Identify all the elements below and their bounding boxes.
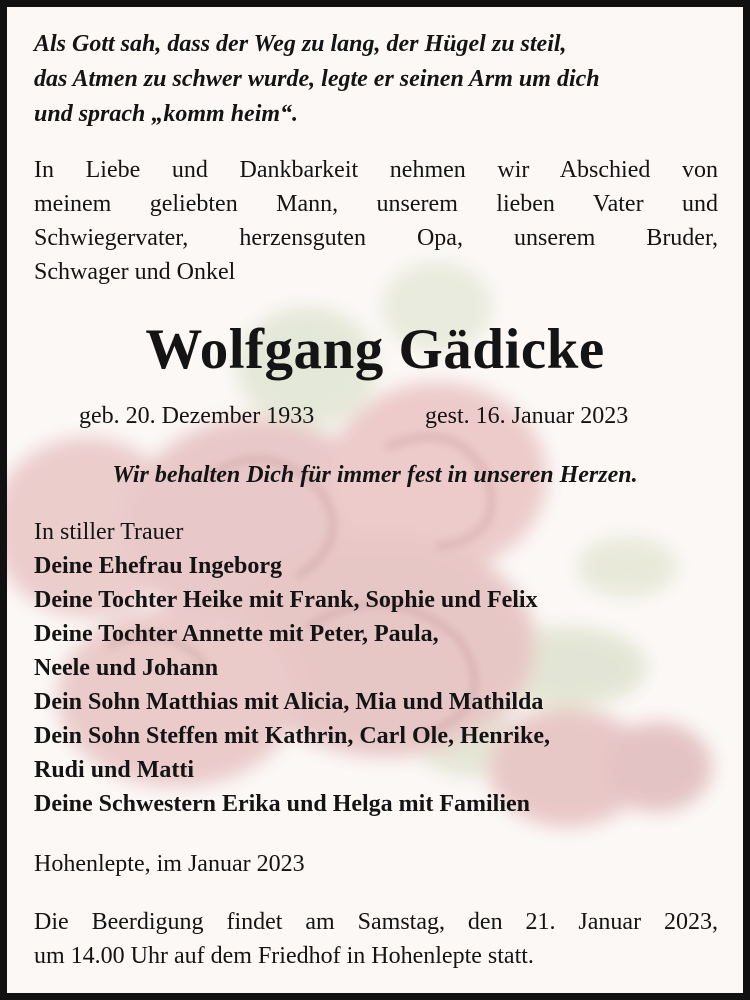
mourner-line: Dein Sohn Matthias mit Alicia, Mia und Mathilda bbox=[34, 689, 544, 715]
life-dates bbox=[7, 399, 743, 433]
funeral-details bbox=[34, 905, 718, 973]
death-date: gest. 16. Januar 2023 bbox=[425, 403, 629, 429]
deceased-name: Wolfgang Gädicke bbox=[145, 318, 605, 381]
funeral-line: Die Beerdigung findet am Samstag, den 21. Januar 2023, bbox=[34, 909, 718, 935]
memorial-verse-line: Als Gott sah, dass der Weg zu lang, der Hügel zu steil, bbox=[34, 31, 567, 57]
mourner-line: Deine Tochter Annette mit Peter, Paula, bbox=[34, 621, 439, 647]
mourner-line: Deine Schwestern Erika und Helga mit Familien bbox=[34, 791, 530, 817]
farewell-intro bbox=[34, 153, 718, 289]
memorial-verse-line: und sprach „komm heim“. bbox=[34, 101, 299, 127]
funeral-line: um 14.00 Uhr auf dem Friedhof in Hohenlepte statt. bbox=[34, 943, 534, 969]
mourner-line: Rudi und Matti bbox=[34, 757, 195, 783]
birth-date: geb. 20. Dezember 1933 bbox=[79, 403, 315, 429]
mourners-heading: In stiller Trauer bbox=[34, 519, 184, 545]
place-and-date: Hohenlepte, im Januar 2023 bbox=[34, 851, 305, 877]
intro-line: In Liebe und Dankbarkeit nehmen wir Abschied von bbox=[34, 157, 718, 183]
mourner-line: Dein Sohn Steffen mit Kathrin, Carl Ole, Henrike, bbox=[34, 723, 550, 749]
intro-line: meinem geliebten Mann, unserem lieben Vater und bbox=[34, 191, 718, 217]
mourner-line: Neele und Johann bbox=[34, 655, 219, 681]
memorial-verse-line: das Atmen zu schwer wurde, legte er seinen Arm um dich bbox=[34, 66, 600, 92]
mourner-line: Deine Tochter Heike mit Frank, Sophie und Felix bbox=[34, 587, 538, 613]
memorial-verse bbox=[34, 27, 724, 132]
mourner-line: Deine Ehefrau Ingeborg bbox=[34, 553, 282, 579]
intro-line: Schwager und Onkel bbox=[34, 259, 236, 285]
mourners-list bbox=[34, 515, 724, 821]
intro-line: Schwiegervater, herzensguten Opa, unserem Bruder, bbox=[34, 225, 718, 251]
farewell-line: Wir behalten Dich für immer fest in unseren Herzen. bbox=[112, 462, 638, 488]
